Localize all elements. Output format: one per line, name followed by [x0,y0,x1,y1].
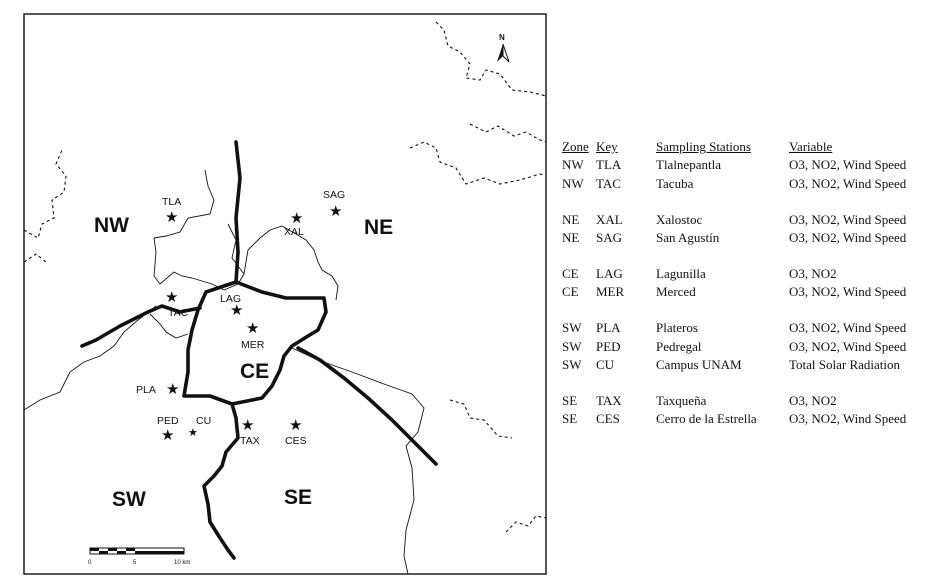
station-sag [323,189,345,220]
legend-cell-variable: O3, NO2, Wind Speed [789,284,907,300]
legend-cell-key: MER [596,284,625,300]
legend-cell-key: PLA [596,320,621,336]
legend-cell-station: Xalostoc [656,211,703,227]
station-ped [157,415,179,444]
header-zone: Zone [562,139,589,154]
station-star-icon: ★ [290,209,304,227]
legend-cell-zone: SE [562,411,578,427]
legend-row [562,392,932,410]
legend-group-gap [562,247,932,265]
legend-cell-variable: O3, NO2 [789,392,837,408]
station-label: XAL [284,226,304,238]
station-star-icon: ★ [166,380,180,398]
legend-row [562,319,932,337]
station-tac [165,288,189,319]
legend-cell-key: SAG [596,230,623,246]
legend-cell-zone: CE [562,284,579,300]
legend-row [562,229,932,247]
legend-cell-zone: SW [562,357,582,373]
station-star-icon: ★ [230,301,244,319]
station-label: LAG [220,293,242,305]
north-arrow [497,33,509,62]
legend-cell-key: TLA [596,157,622,173]
legend-row [562,356,932,374]
legend-cell-station: San Agustín [656,230,720,246]
legend-cell-station: Cerro de la Estrella [656,411,757,427]
station-label: CES [285,435,307,447]
legend-cell-station: Tlalnepantla [656,157,721,173]
legend-cell-key: TAC [596,175,621,191]
station-star-icon: ★ [246,319,260,337]
station-lag [220,293,243,319]
legend-cell-zone: CE [562,265,579,281]
legend-cell-key: TAX [596,392,622,408]
legend-row [562,156,932,174]
legend-cell-station: Merced [656,284,696,300]
station-tax [240,416,260,447]
legend-group-gap [562,374,932,392]
station-label: TLA [162,196,182,208]
station-label: PLA [136,384,156,396]
legend-cell-key: XAL [596,211,623,227]
legend-cell-variable: Total Solar Radiation [789,357,901,373]
legend-cell-variable: O3, NO2, Wind Speed [789,157,907,173]
legend-group-gap [562,302,932,320]
legend-cell-zone: SW [562,338,582,354]
station-star-icon: ★ [241,416,255,434]
station-xal [284,209,304,238]
station-star-icon: ★ [161,426,175,444]
legend-group-gap [562,193,932,211]
legend-cell-zone: NE [562,230,580,246]
station-cu [188,415,211,439]
legend-cell-station: Pedregal [656,338,702,354]
state-boundaries [24,22,546,532]
station-label: CU [196,415,212,427]
legend-cell-key: PED [596,338,621,354]
legend-cell-variable: O3, NO2, Wind Speed [789,338,907,354]
legend-cell-key: LAG [596,265,623,281]
legend-cell-station: Plateros [656,320,698,336]
zone-label-sw: SW [112,488,146,511]
station-label: MER [241,339,265,351]
north-label: N [499,33,505,42]
scale-tick-5: 5 [133,560,137,566]
legend-row [562,283,932,301]
north-arrow-icon [497,44,503,62]
station-label: PED [157,415,179,427]
legend-cell-variable: O3, NO2 [789,265,837,281]
station-star-icon: ★ [165,208,179,226]
legend-cell-station: Campus UNAM [656,357,742,373]
station-star-icon: ★ [289,416,303,434]
legend-cell-variable: O3, NO2, Wind Speed [789,411,907,427]
legend-cell-variable: O3, NO2, Wind Speed [789,320,907,336]
legend-row [562,265,932,283]
legend-header [562,138,932,156]
station-pla [136,380,179,398]
legend-cell-station: Tacuba [656,175,694,191]
header-variable: Variable [789,139,833,154]
station-star-icon: ★ [188,426,198,439]
legend-body [562,156,932,428]
legend-row [562,175,932,193]
zone-label-se: SE [284,486,313,509]
header-station: Sampling Stations [656,139,751,154]
legend-cell-station: Taxqueña [656,392,707,408]
legend-cell-key: CU [596,357,615,373]
legend-cell-zone: SE [562,392,578,408]
station-legend [562,138,932,429]
zone-label-ce: CE [240,360,270,383]
legend-row [562,410,932,428]
station-mer [241,319,265,351]
legend-cell-variable: O3, NO2, Wind Speed [789,175,907,191]
zone-label-ne: NE [364,216,394,239]
legend-cell-variable: O3, NO2, Wind Speed [789,211,907,227]
scale-tick-10: 10 km [174,560,191,566]
scale-bar [88,548,190,566]
legend-cell-station: Lagunilla [656,265,706,281]
legend-cell-zone: NW [562,157,584,173]
station-label: TAC [168,307,189,319]
zone-label-nw: NW [94,214,129,237]
scale-tick-0: 0 [88,560,92,566]
header-key: Key [596,139,618,154]
station-star-icon: ★ [165,288,179,306]
station-label: SAG [323,189,346,201]
station-star-icon: ★ [329,202,343,220]
legend-cell-zone: NE [562,211,580,227]
station-label: TAX [240,435,260,447]
legend-cell-variable: O3, NO2, Wind Speed [789,230,907,246]
legend-cell-zone: SW [562,320,582,336]
station-ces [285,416,307,447]
legend-cell-zone: NW [562,175,584,191]
station-tla [162,196,181,226]
legend-row [562,211,932,229]
legend-cell-key: CES [596,411,620,427]
legend-row [562,338,932,356]
